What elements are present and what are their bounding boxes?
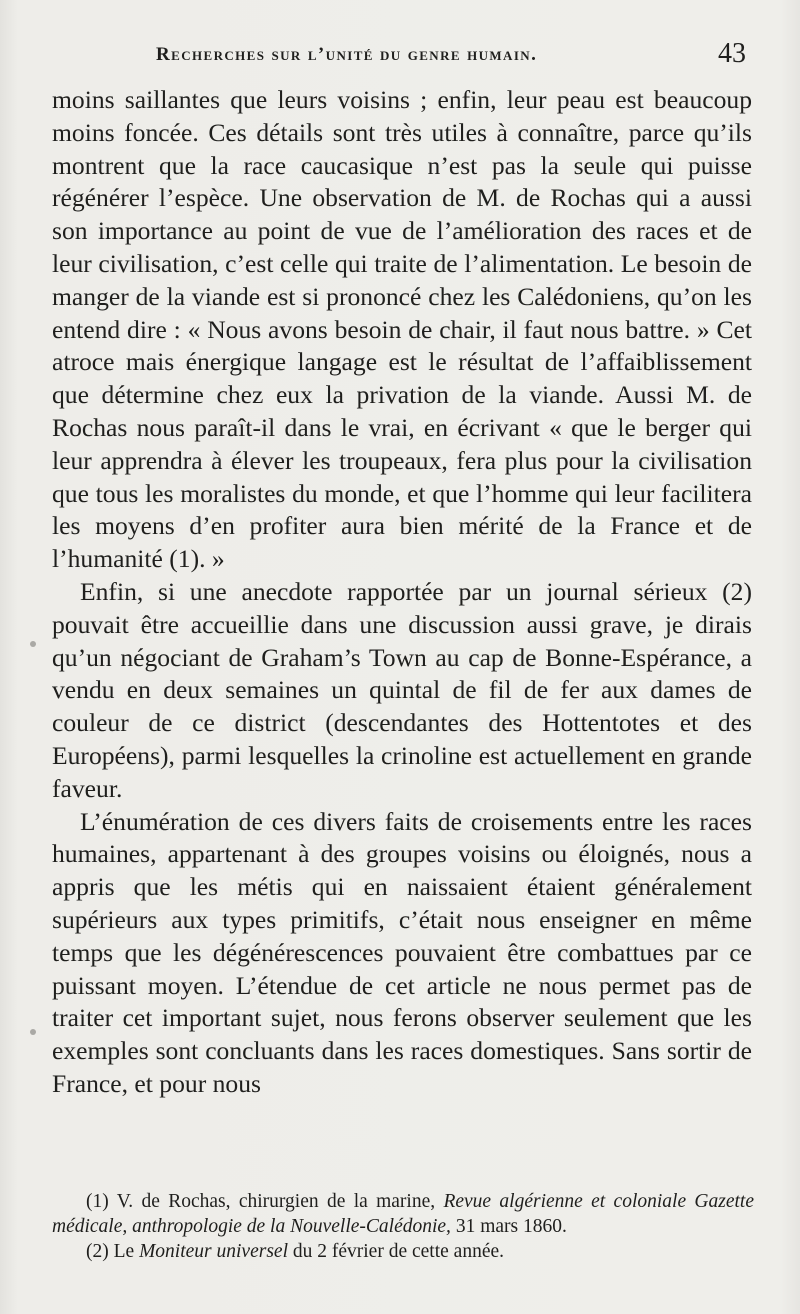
paper-speck-mark xyxy=(30,1029,36,1035)
footnote-2 xyxy=(52,1239,754,1264)
body-text xyxy=(52,84,752,1101)
footnote-1 xyxy=(52,1189,754,1239)
footnote-2-journal: Moniteur universel xyxy=(139,1241,288,1262)
paragraph-1: moins saillantes que leurs voisins ; enfin, leur peau est beaucoup moins foncée. Ces détails sont très utiles à connaître, parce qu’ils montrent que la race caucasique n’est pas la seule qui puisse régénérer l’espèce. Une observation de M. de Rochas qui a aussi son importance au point de vue de l’amélioration des races et de leur civilisation, c’est celle qui traite de l’alimentation. Le besoin de manger de la viande est si prononcé chez les Calédoniens, qu’on les entend dire : « Nous avons besoin de chair, il faut nous battre. » Cet atroce mais énergique langage est le résultat de l’affaiblissement que détermine chez eux la privation de la viande. Aussi M. de Rochas nous paraît-il dans le vrai, en écrivant « que le berger qui leur apprendra à élever les troupeaux, fera plus pour la civilisation que tous les moralistes du monde, et que l’homme qui leur facilitera les moyens d’en profiter aura bien mérité de la France et de l’humanité (1). » xyxy=(52,85,752,574)
footnote-1-prefix: (1) V. de Rochas, chirurgien de la marine, xyxy=(86,1191,444,1212)
paper-speck-mark xyxy=(30,641,36,647)
paragraph-2: Enfin, si une anecdote rapportée par un journal sérieux (2) pouvait être accueillie dans une discussion aussi grave, je dirais qu’un négociant de Graham’s Town au cap de Bonne-Espérance, a vendu en deux semaines un quintal de fil de fer aux dames de couleur de ce district (descendantes des Hottentotes et des Européens), parmi lesquelles la crinoline est actuellement en grande faveur. xyxy=(52,576,752,803)
footnotes xyxy=(52,1189,754,1264)
footnote-1-journal: Revue algérienne et coloniale Gazette médicale, anthropologie de la Nouvelle-Calédonie, xyxy=(52,1191,754,1237)
page-number: 43 xyxy=(718,38,746,69)
footnote-1-date: 31 mars 1860. xyxy=(450,1216,567,1237)
footnote-2-suffix: du 2 février de cette année. xyxy=(288,1241,505,1262)
paragraph-3: L’énumération de ces divers faits de croisements entre les races humaines, appartenant à des groupes voisins ou éloignés, nous a appris que les métis qui en naissaient étaient généralement supérieurs aux types primitifs, c’était nous enseigner en même temps que les dégénérescences pouvaient être combattues par ce puissant moyen. L’étendue de cet article ne nous permet pas de traiter cet important sujet, nous ferons observer seulement que les exemples sont concluants dans les races domestiques. Sans sortir de France, et pour nous xyxy=(52,806,752,1098)
running-head xyxy=(52,38,752,78)
running-title: Recherches sur l’unité du genre humain. xyxy=(156,44,538,65)
footnote-2-prefix: (2) Le xyxy=(86,1241,140,1262)
